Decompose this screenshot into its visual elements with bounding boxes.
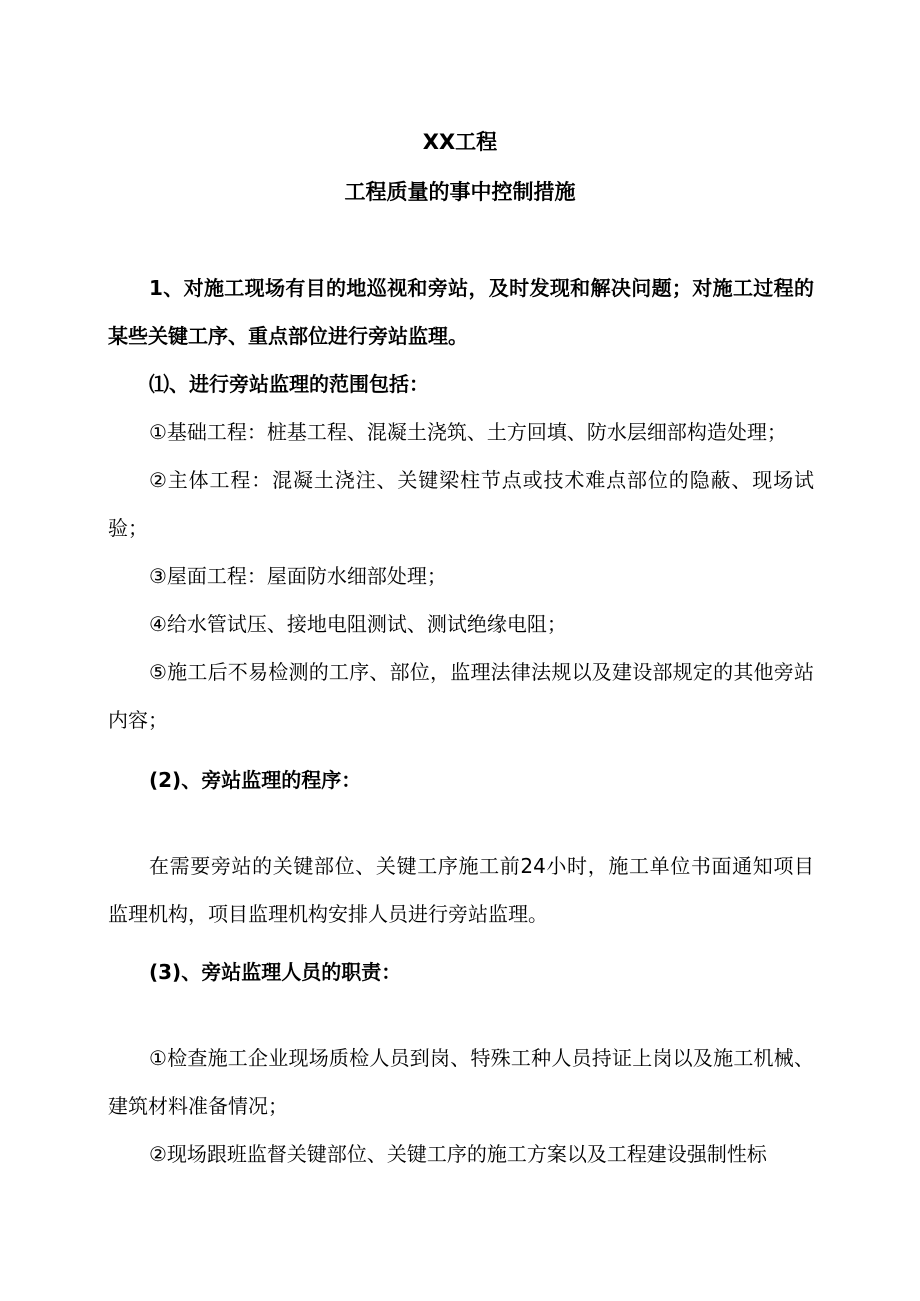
paragraph-procedure-body: 在需要旁站的关键部位、关键工序施工前24小时，施工单位书面通知项目监理机构，项目监理机构安排人员进行旁站监理。: [108, 854, 814, 926]
paragraph-procedure-heading: (2)、旁站监理的程序：: [149, 768, 362, 792]
paragraph-item-other: ⑤施工后不易检测的工序、部位，监理法律法规以及建设部规定的其他旁站内容；: [108, 660, 814, 732]
paragraph-item-testing: ④给水管试压、接地电阻测试、测试绝缘电阻；: [149, 612, 567, 636]
paragraph-item-roof: ③屋面工程：屋面防水细部处理；: [149, 564, 447, 588]
paragraph-item-foundation: ①基础工程：桩基工程、混凝土浇筑、土方回填、防水层细部构造处理；: [149, 420, 787, 444]
paragraph-section-1: 1、对施工现场有目的地巡视和旁站，及时发现和解决问题；对施工过程的某些关键工序、重点部位进行旁站监理。: [108, 276, 814, 348]
paragraph-duty-2: ②现场跟班监督关键部位、关键工序的施工方案以及工程建设强制性标: [149, 1142, 767, 1166]
document-subtitle: 工程质量的事中控制措施: [344, 180, 576, 204]
document-title: XX工程: [422, 130, 498, 154]
paragraph-duties-heading: (3)、旁站监理人员的职责：: [149, 960, 402, 984]
paragraph-scope-heading: ⑴、进行旁站监理的范围包括：: [149, 372, 429, 396]
paragraph-duty-1: ①检查施工企业现场质检人员到岗、特殊工种人员持证上岗以及施工机械、建筑材料准备情况；: [108, 1046, 814, 1118]
paragraph-item-main-structure: ②主体工程：混凝土浇注、关键梁柱节点或技术难点部位的隐蔽、现场试验；: [108, 468, 814, 540]
